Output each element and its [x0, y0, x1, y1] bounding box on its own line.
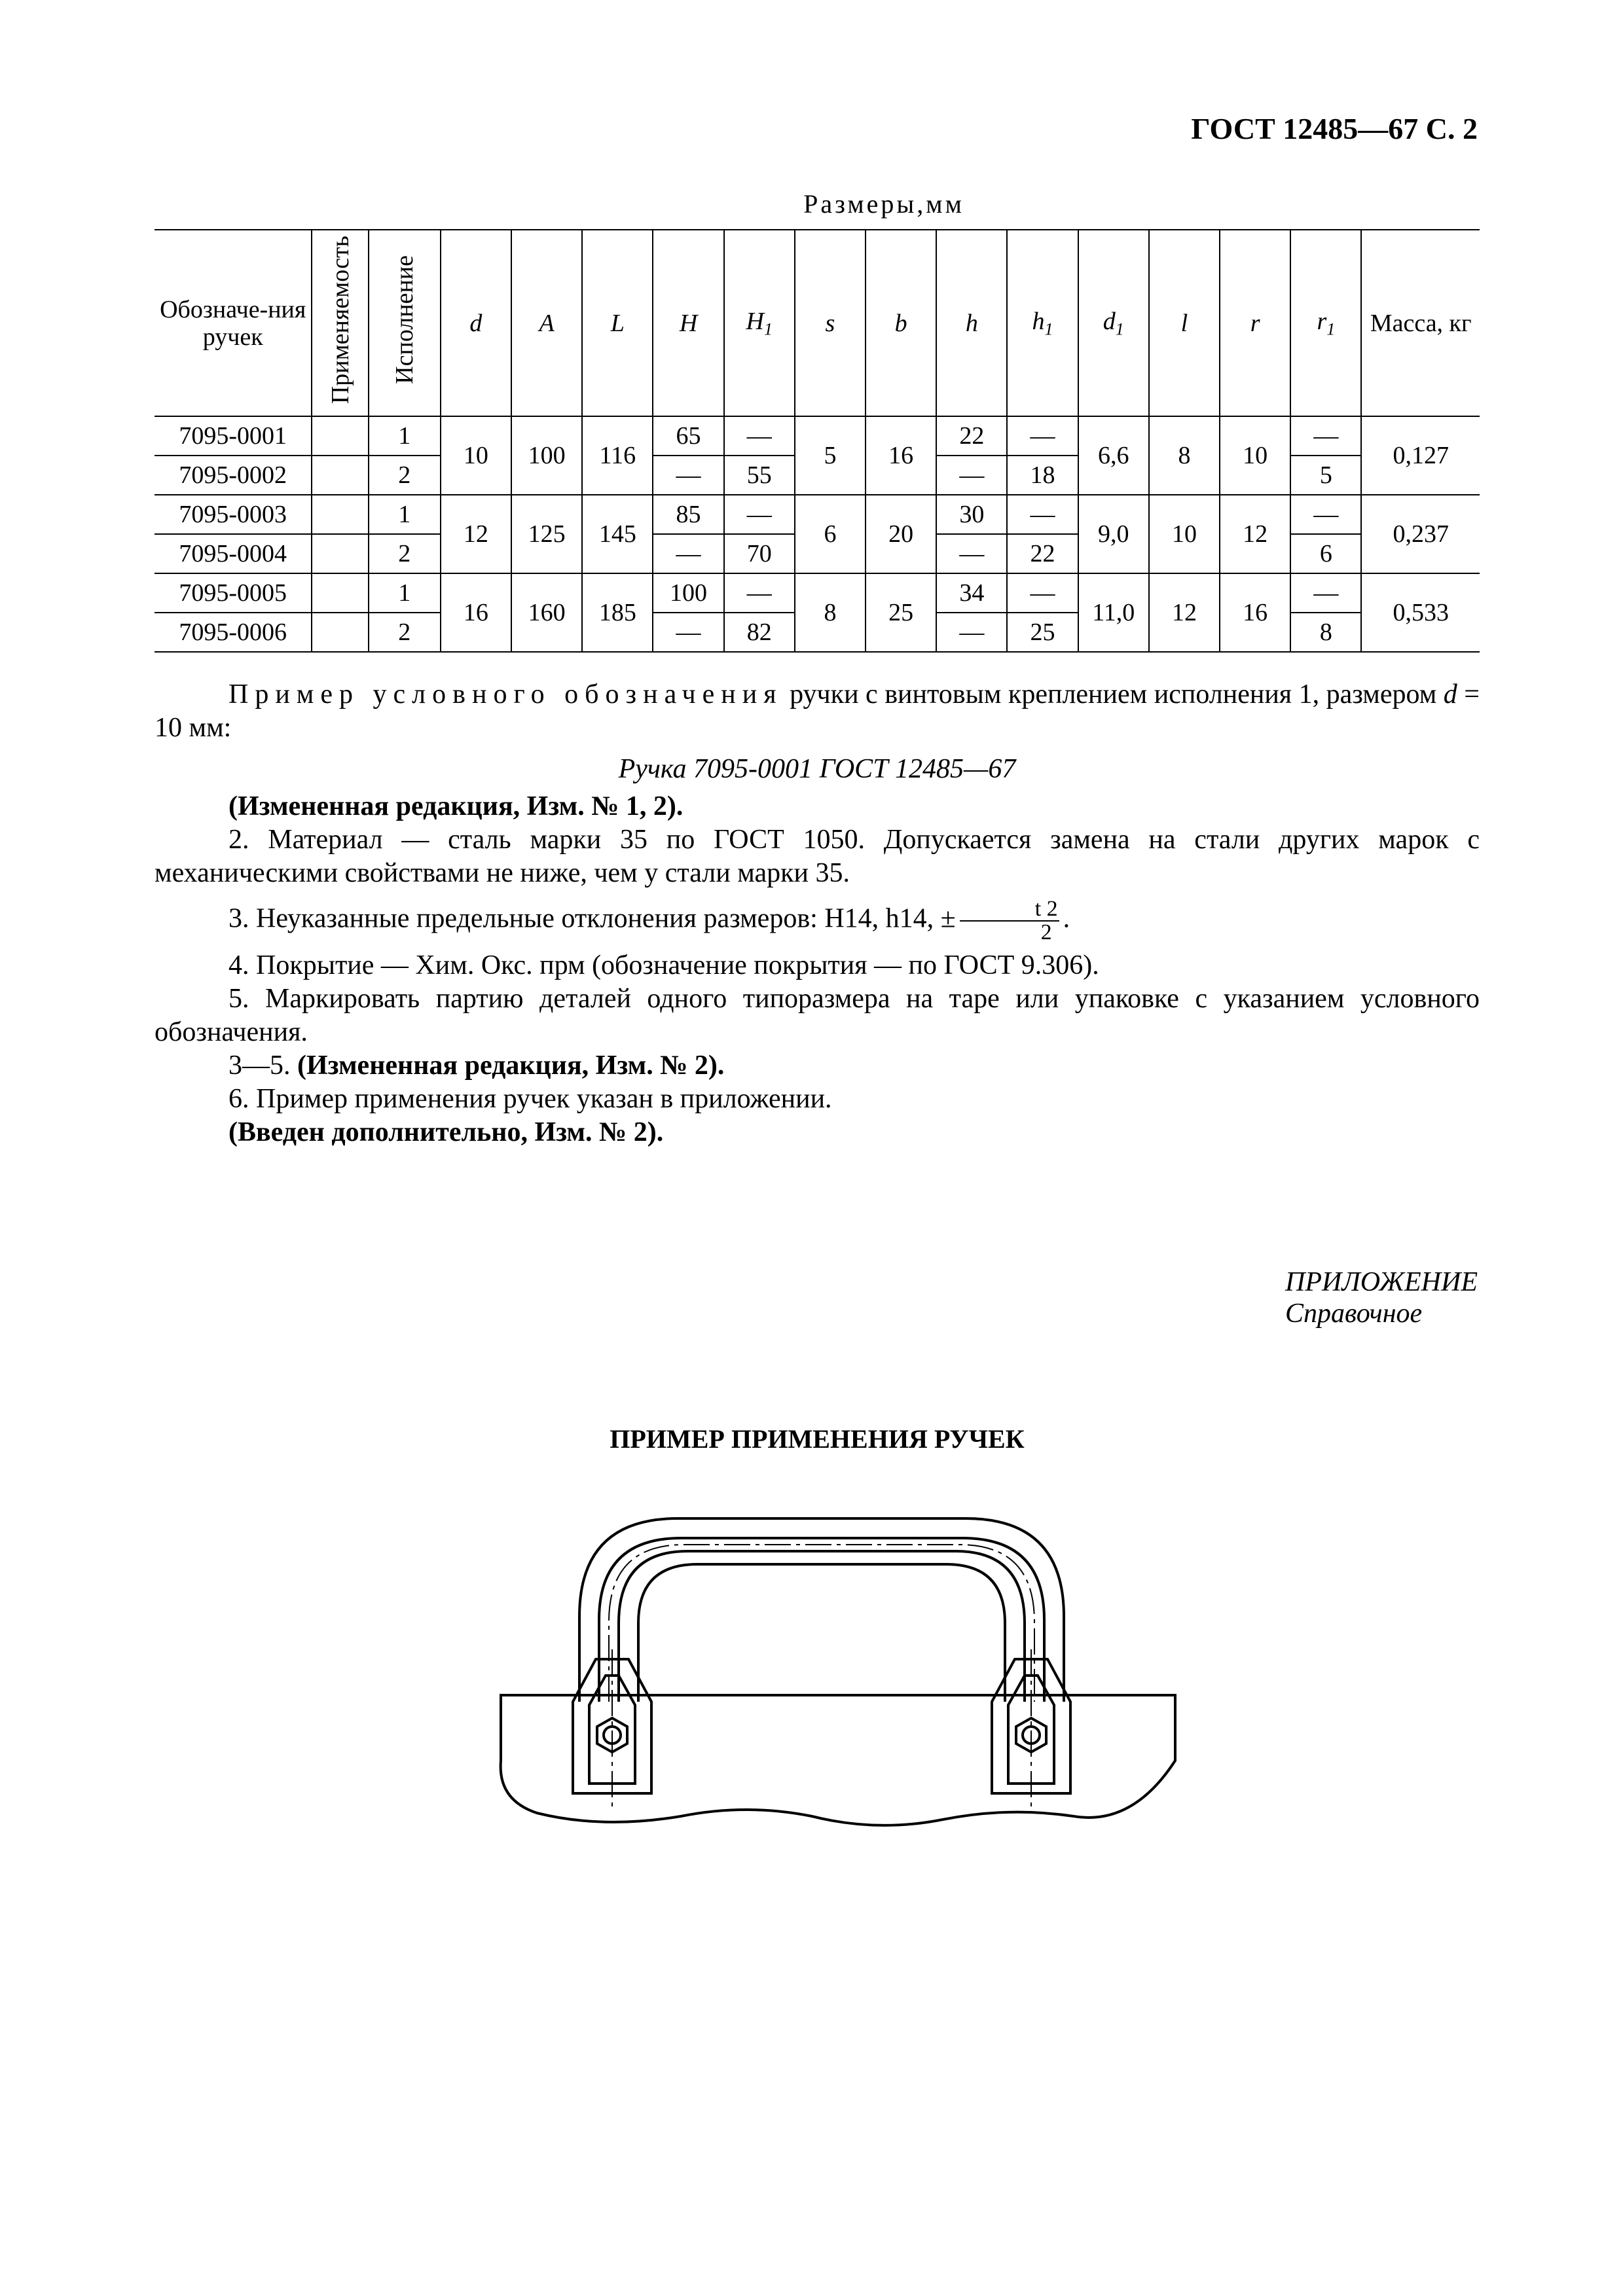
paragraph-5: 5. Маркировать партию деталей одного типоразмера на таре или упаковке с указанием условного обозначения.: [155, 984, 1480, 1047]
cell-H1: —: [724, 573, 795, 613]
change-note-1: (Измененная редакция, Изм. № 1, 2).: [228, 791, 684, 821]
cell-H1: —: [724, 416, 795, 456]
cell-applicability: [312, 573, 368, 613]
header-b: b: [866, 230, 936, 416]
cell-r1: —: [1290, 495, 1361, 534]
handle-inner: [638, 1564, 1005, 1702]
cell-h: 34: [936, 573, 1007, 613]
cell-designation: 7095-0004: [155, 534, 312, 573]
cell-h1: —: [1007, 416, 1078, 456]
cell-A: 160: [511, 573, 582, 652]
header-version: Исполнение: [369, 230, 441, 416]
cell-designation: 7095-0003: [155, 495, 312, 534]
paragraph-3-5: 3—5. (Измененная редакция, Изм. № 2).: [228, 1050, 725, 1081]
cell-H: 85: [653, 495, 723, 534]
cell-H: —: [653, 456, 723, 495]
cell-s: 6: [795, 495, 866, 573]
table-row: [155, 416, 1480, 456]
cell-L: 145: [582, 495, 653, 573]
page-header: ГОСТ 12485—67 С. 2: [1191, 112, 1478, 145]
cell-applicability: [312, 456, 368, 495]
cell-applicability: [312, 416, 368, 456]
appendix-sublabel: Справочное: [1285, 1299, 1423, 1329]
cell-h1: —: [1007, 495, 1078, 534]
cell-b: 25: [866, 573, 936, 652]
cell-designation: 7095-0001: [155, 416, 312, 456]
cell-r: 16: [1220, 573, 1290, 652]
cell-r1: —: [1290, 416, 1361, 456]
cell-d: 16: [441, 573, 511, 652]
cell-H: 100: [653, 573, 723, 613]
cell-H1: 70: [724, 534, 795, 573]
cell-d: 12: [441, 495, 511, 573]
header-d: d: [441, 230, 511, 416]
cell-version: 2: [369, 456, 441, 495]
cell-r1: 5: [1290, 456, 1361, 495]
change-note-2: (Введен дополнительно, Изм. № 2).: [228, 1117, 664, 1147]
header-designation: Обозначе-ния ручек: [155, 230, 312, 416]
header-H: H: [653, 230, 723, 416]
cell-r: 10: [1220, 416, 1290, 495]
cell-applicability: [312, 534, 368, 573]
cell-H: 65: [653, 416, 723, 456]
cell-mass: 0,127: [1361, 416, 1480, 495]
cell-r1: —: [1290, 573, 1361, 613]
cell-b: 16: [866, 416, 936, 495]
cell-h: —: [936, 456, 1007, 495]
cell-d: 10: [441, 416, 511, 495]
cell-A: 100: [511, 416, 582, 495]
cell-h: 30: [936, 495, 1007, 534]
appendix-title-label: ПРИЛОЖЕНИЕ: [1285, 1267, 1478, 1297]
cell-version: 1: [369, 416, 441, 456]
cell-l: 8: [1149, 416, 1220, 495]
cell-h: 22: [936, 416, 1007, 456]
dimensions-caption: Размеры,мм: [803, 189, 964, 219]
cell-version: 1: [369, 573, 441, 613]
paragraph-2: 2. Материал — сталь марки 35 по ГОСТ 1050. Допускается замена на стали других марок с механическими свойствами не ниже, чем у стали марки 35.: [155, 825, 1480, 888]
header-A: A: [511, 230, 582, 416]
header-L: L: [582, 230, 653, 416]
cell-A: 125: [511, 495, 582, 573]
cell-l: 12: [1149, 573, 1220, 652]
paragraph-4: 4. Покрытие — Хим. Окс. прм (обозначение покрытия — по ГОСТ 9.306).: [228, 950, 1099, 980]
handle-outer: [579, 1518, 1064, 1702]
cell-d1: 6,6: [1078, 416, 1149, 495]
header-s: s: [795, 230, 866, 416]
tolerance-fraction: $\frac{t 2}{2}$: [960, 898, 1059, 944]
cell-h: —: [936, 613, 1007, 652]
cell-h: —: [936, 534, 1007, 573]
appendix-title: ПРИМЕР ПРИМЕНЕНИЯ РУЧЕК: [610, 1424, 1025, 1454]
header-H1: $H_1$: [724, 230, 795, 416]
cell-L: 185: [582, 573, 653, 652]
cell-r1: 6: [1290, 534, 1361, 573]
cell-h1: 22: [1007, 534, 1078, 573]
header-l: l: [1149, 230, 1220, 416]
cell-mass: 0,533: [1361, 573, 1480, 652]
example-designation: Ручка 7095-0001 ГОСТ 12485—67: [618, 754, 1016, 784]
cell-applicability: [312, 495, 368, 534]
header-applicability: Применяемость: [312, 230, 368, 416]
cell-H1: —: [724, 495, 795, 534]
header-r1: $r_1$: [1290, 230, 1361, 416]
cell-s: 8: [795, 573, 866, 652]
cell-H: —: [653, 534, 723, 573]
cell-h1: 25: [1007, 613, 1078, 652]
header-d1: $d_1$: [1078, 230, 1149, 416]
cell-H: —: [653, 613, 723, 652]
example-paragraph: Пример условного обозначения ручки с винтовым креплением исполнения 1, размером d = 10 мм:: [155, 679, 1480, 743]
cell-b: 20: [866, 495, 936, 573]
paragraph-6: 6. Пример применения ручек указан в приложении.: [228, 1084, 832, 1114]
header-h1: $h_1$: [1007, 230, 1078, 416]
cell-r: 12: [1220, 495, 1290, 573]
cell-H1: 55: [724, 456, 795, 495]
header-r: r: [1220, 230, 1290, 416]
cell-designation: 7095-0006: [155, 613, 312, 652]
table-row: [155, 573, 1480, 613]
cell-s: 5: [795, 416, 866, 495]
cell-l: 10: [1149, 495, 1220, 573]
cell-h1: 18: [1007, 456, 1078, 495]
table-header-row: [155, 230, 1480, 416]
cell-L: 116: [582, 416, 653, 495]
base-plate: [501, 1695, 1175, 1825]
appendix-label: [1285, 1266, 1478, 1329]
header-mass: Масса, кг: [1361, 230, 1480, 416]
cell-version: 2: [369, 613, 441, 652]
cell-mass: 0,237: [1361, 495, 1480, 573]
cell-h1: —: [1007, 573, 1078, 613]
dimensions-table: [155, 229, 1480, 653]
paragraph-3: 3. Неуказанные предельные отклонения размеров: H14, h14, ± $\frac{t 2}{2}$ .: [228, 897, 1070, 944]
cell-designation: 7095-0005: [155, 573, 312, 613]
cell-applicability: [312, 613, 368, 652]
cell-version: 1: [369, 495, 441, 534]
cell-d1: 9,0: [1078, 495, 1149, 573]
cell-d1: 11,0: [1078, 573, 1149, 652]
table-row: [155, 495, 1480, 534]
handle-drawing: [484, 1486, 1192, 1892]
cell-designation: 7095-0002: [155, 456, 312, 495]
cell-version: 2: [369, 534, 441, 573]
cell-H1: 82: [724, 613, 795, 652]
header-h: h: [936, 230, 1007, 416]
cell-r1: 8: [1290, 613, 1361, 652]
